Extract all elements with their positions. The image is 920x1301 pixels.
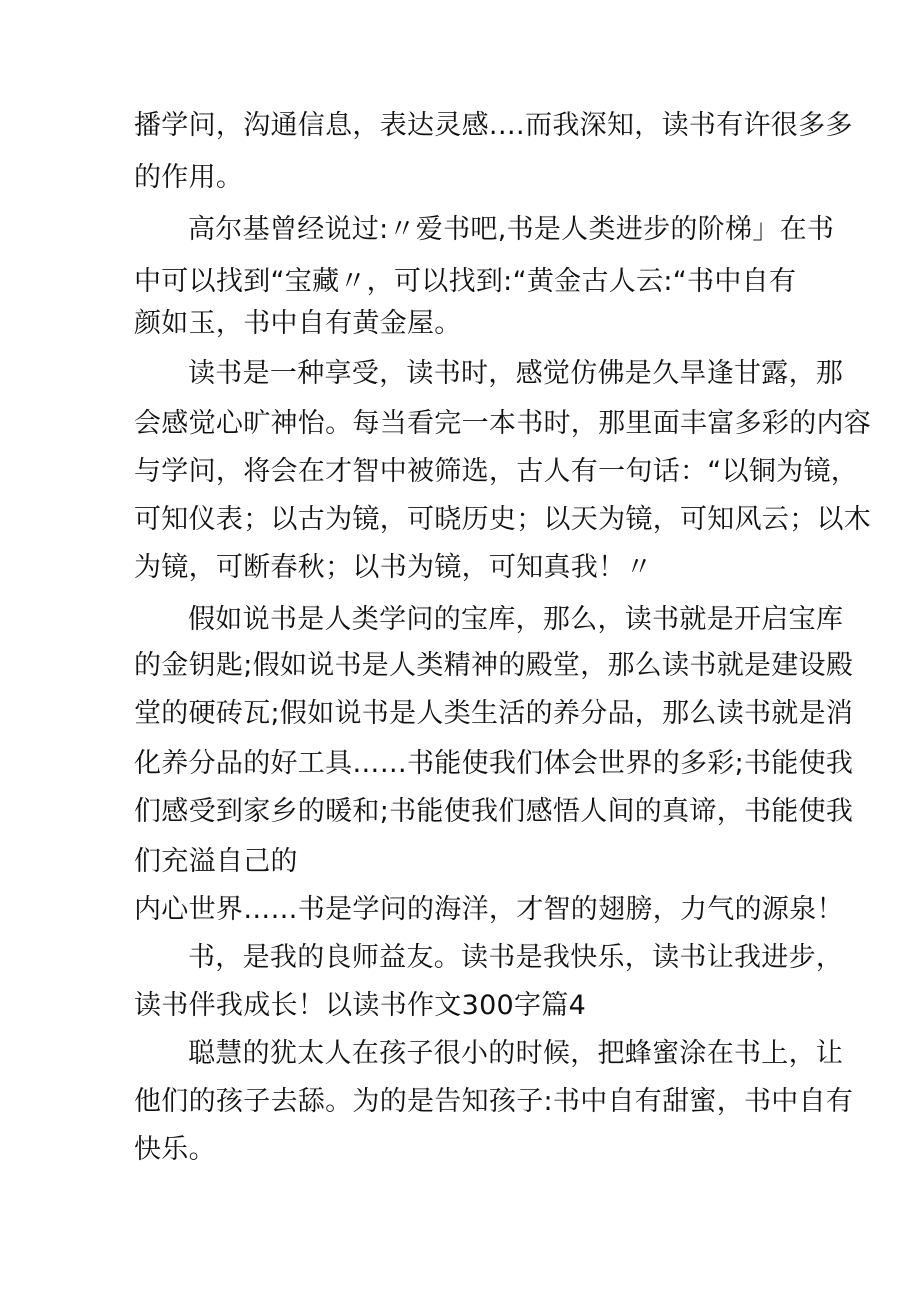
text-line: 的作用。 — [134, 162, 244, 193]
text-line: 化养分品的好工具……书能使我们体会世界的多彩;书能使我 — [134, 748, 854, 779]
text-line: 堂的硬砖瓦;假如说书是人类生活的养分品，那么读书就是消 — [134, 698, 854, 729]
text-line: 快乐。 — [134, 1134, 216, 1165]
text-line: 们充溢自己的 — [134, 846, 298, 877]
text-line: 他们的孩子去舔。为的是告知孩子:书中自有甜蜜，书中自有 — [134, 1086, 854, 1117]
text-line: 内心世界……书是学问的海洋，才智的翅膀，力气的源泉！ — [134, 894, 844, 925]
text-line: 可知仪表；以古为镜，可晓历史；以天为镜，可知风云；以木 — [134, 504, 872, 535]
paragraph-start: 聪慧的犹太人在孩子很小的时候，把蜂蜜涂在书上，让 — [188, 1038, 844, 1069]
text-line: 的金钥匙;假如说书是人类精神的殿堂，那么读书就是建设殿 — [134, 650, 854, 681]
text-line: 为镜，可断春秋；以书为镜，可知真我！〃 — [134, 552, 653, 583]
paragraph-start: 读书是一种享受，读书时，感觉仿佛是久旱逢甘露，那 — [188, 358, 844, 389]
paragraph-start: 假如说书是人类学问的宝库，那么，读书就是开启宝库 — [188, 604, 844, 635]
text-line: 读书伴我成长！以读书作文300字篇4 — [134, 990, 587, 1021]
text-line: 会感觉心旷神怡。每当看完一本书时，那里面丰富多彩的内容 — [134, 408, 872, 439]
paragraph-start: 高尔基曾经说过:〃爱书吧,书是人类进步的阶梯」在书 — [188, 214, 835, 245]
text-line: 与学问，将会在才智中被筛选，古人有一句话：“以铜为镜， — [134, 456, 859, 487]
text-line: 中可以找到“宝藏〃，可以找到:“黄金古人云:“书中自有 — [134, 266, 797, 297]
paragraph-start: 书，是我的良师益友。读书是我快乐，读书让我进步， — [188, 942, 844, 973]
text-line: 颜如玉，书中自有黄金屋。 — [134, 308, 462, 339]
text-line: 播学问，沟通信息，表达灵感.…而我深知，读书有许很多多 — [134, 110, 853, 141]
text-line: 们感受到家乡的暖和;书能使我们感悟人间的真谛，书能使我 — [134, 796, 854, 827]
